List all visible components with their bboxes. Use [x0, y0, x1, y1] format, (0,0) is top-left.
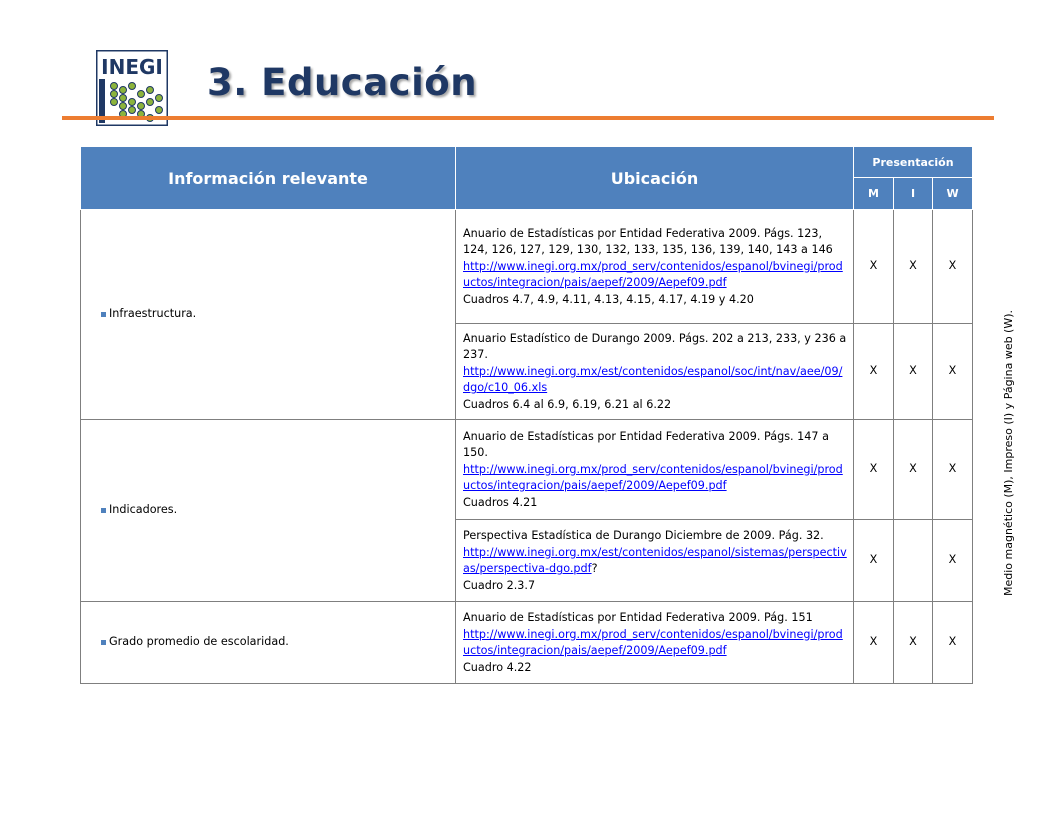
- ubicacion-cell: [456, 520, 854, 602]
- mark-w: X: [933, 602, 973, 684]
- source-link[interactable]: http://www.inegi.org.mx/est/contenidos/espanol/soc/int/nav/aee/09/dgo/c10_06.xls: [463, 364, 843, 395]
- source-link[interactable]: http://www.inegi.org.mx/prod_serv/contenidos/espanol/bvinegi/productos/integracion/pais/aepef/2009/Aepef09.pdf: [463, 627, 843, 657]
- mark-m: X: [854, 210, 894, 324]
- source-link[interactable]: http://www.inegi.org.mx/est/contenidos/espanol/sistemas/perspectivas/perspectiva-dgo.pdf: [463, 545, 847, 575]
- source-text: Anuario de Estadísticas por Entidad Federativa 2009. Págs. 123, 124, 126, 127, 129, 130, 132, 133, 135, 136, 139, 140, 143 a 146: [463, 226, 833, 257]
- ubicacion-cell: [456, 420, 854, 520]
- mark-i: [894, 520, 933, 602]
- source-tables: Cuadro 4.22: [463, 660, 532, 674]
- source-link[interactable]: http://www.inegi.org.mx/prod_serv/contenidos/espanol/bvinegi/productos/integracion/pais/aepef/2009/Aepef09.pdf: [463, 259, 843, 290]
- mark-m: X: [854, 324, 894, 420]
- header-divider: [62, 116, 994, 120]
- group-label-cell: [81, 602, 456, 684]
- header-ubicacion: Ubicación: [456, 147, 854, 210]
- mark-i: X: [894, 420, 933, 520]
- group-label: Indicadores.: [109, 503, 178, 517]
- bullet-icon: [101, 508, 106, 513]
- table-row: [81, 210, 973, 324]
- mark-w: X: [933, 324, 973, 420]
- group-label: Grado promedio de escolaridad.: [109, 635, 289, 649]
- mark-i: X: [894, 602, 933, 684]
- ubicacion-cell: [456, 324, 854, 420]
- mark-m: X: [854, 602, 894, 684]
- source-text: Anuario de Estadísticas por Entidad Federativa 2009. Pág. 151: [463, 611, 813, 624]
- source-text: Anuario de Estadísticas por Entidad Federativa 2009. Págs. 147 a 150.: [463, 429, 829, 460]
- source-tables: Cuadros 4.7, 4.9, 4.11, 4.13, 4.15, 4.17, 4.19 y 4.20: [463, 292, 754, 306]
- education-table: [80, 146, 973, 684]
- bullet-icon: [101, 312, 106, 317]
- mark-w: X: [933, 210, 973, 324]
- page-title: 3. Educación: [207, 61, 478, 104]
- header-m: M: [854, 178, 894, 210]
- inegi-logo-graphic: [96, 50, 168, 126]
- header-informacion-relevante: Información relevante: [81, 147, 456, 210]
- header-w: W: [933, 178, 973, 210]
- inegi-logo: [96, 50, 168, 126]
- source-text: Perspectiva Estadística de Durango Diciembre de 2009. Pág. 32.: [463, 529, 824, 542]
- mark-i: X: [894, 324, 933, 420]
- table-row: [81, 602, 973, 684]
- presentation-legend: Medio magnético (M), Impreso (I) y Página web (W).: [1002, 309, 1015, 596]
- source-link[interactable]: http://www.inegi.org.mx/prod_serv/contenidos/espanol/bvinegi/productos/integracion/pais/aepef/2009/Aepef09.pdf: [463, 462, 843, 493]
- header-i: I: [894, 178, 933, 210]
- mark-m: X: [854, 420, 894, 520]
- source-text: Anuario Estadístico de Durango 2009. Págs. 202 a 213, 233, y 236 a 237.: [463, 331, 847, 362]
- mark-i: X: [894, 210, 933, 324]
- ubicacion-cell: [456, 602, 854, 684]
- header-presentacion: Presentación: [854, 147, 973, 178]
- source-tables: Cuadro 2.3.7: [463, 578, 536, 592]
- group-label: Infraestructura.: [109, 307, 197, 321]
- group-label-cell: [81, 210, 456, 420]
- mark-w: X: [933, 520, 973, 602]
- bullet-icon: [101, 640, 106, 645]
- logo-text: INEGI: [101, 55, 163, 79]
- source-tables: Cuadros 6.4 al 6.9, 6.19, 6.21 al 6.22: [463, 397, 672, 411]
- link-suffix: ?: [591, 562, 598, 575]
- table-row: [81, 420, 973, 520]
- mark-m: X: [854, 520, 894, 602]
- source-tables: Cuadros 4.21: [463, 495, 538, 509]
- mark-w: X: [933, 420, 973, 520]
- ubicacion-cell: [456, 210, 854, 324]
- group-label-cell: [81, 420, 456, 602]
